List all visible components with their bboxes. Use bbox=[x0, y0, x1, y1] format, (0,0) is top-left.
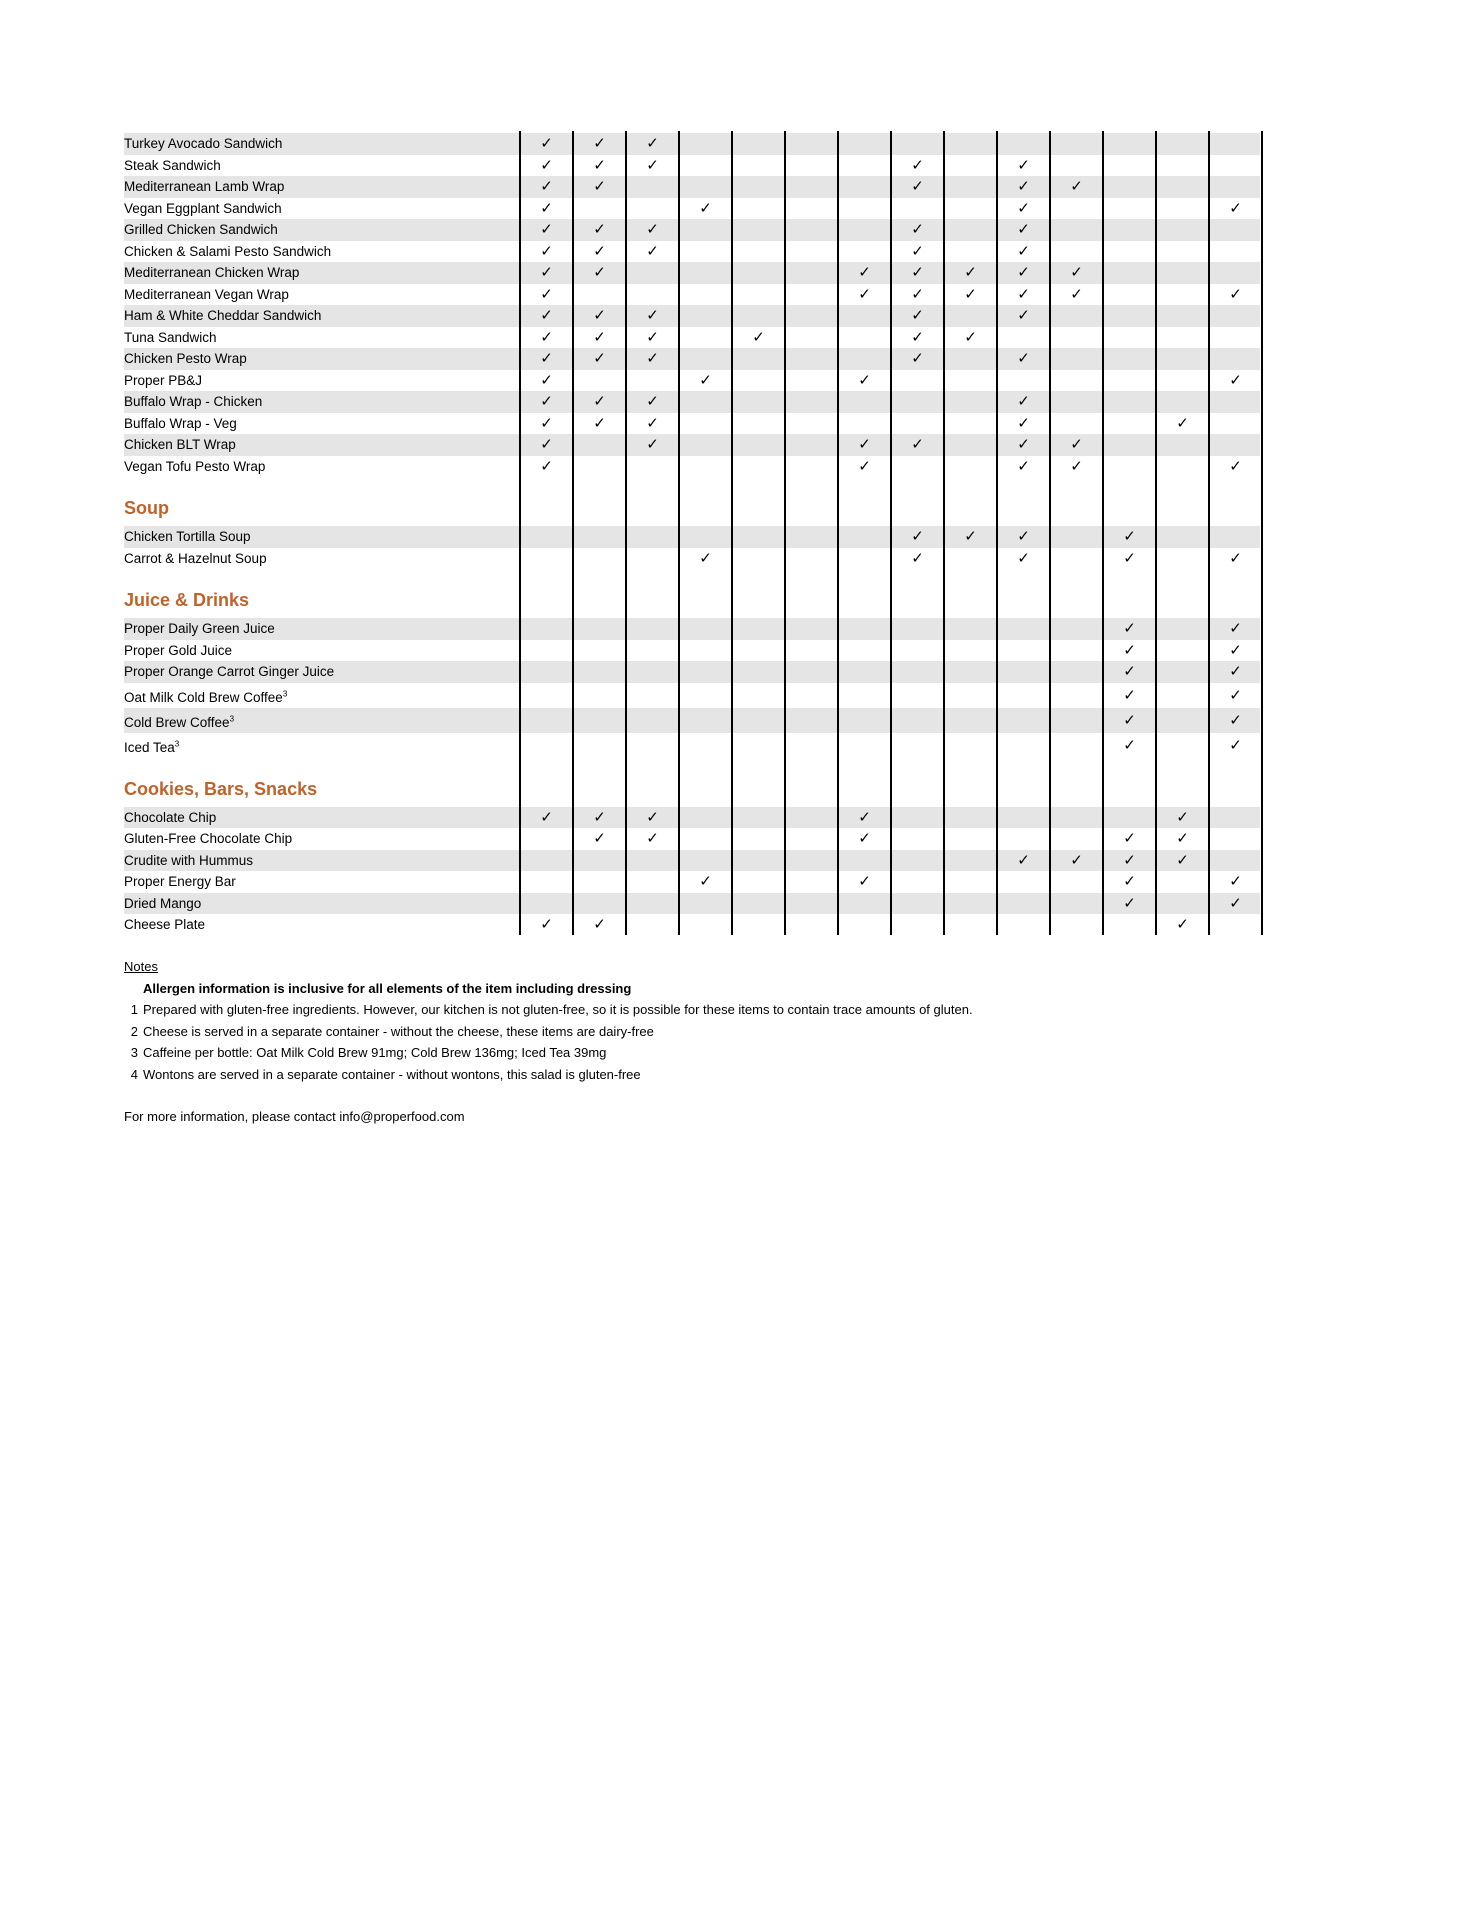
item-name: Turkey Avocado Sandwich bbox=[124, 136, 283, 151]
check-icon: ✓ bbox=[1123, 850, 1136, 869]
check-icon: ✓ bbox=[540, 349, 553, 368]
check-icon: ✓ bbox=[1017, 435, 1030, 454]
item-name: Mediterranean Chicken Wrap bbox=[124, 265, 300, 280]
check-icon: ✓ bbox=[1070, 284, 1083, 303]
table-row bbox=[124, 683, 1260, 708]
item-name: Chicken BLT Wrap bbox=[124, 437, 236, 452]
table-row bbox=[124, 893, 1260, 915]
check-icon: ✓ bbox=[1017, 263, 1030, 282]
check-icon: ✓ bbox=[964, 527, 977, 546]
check-icon: ✓ bbox=[1123, 527, 1136, 546]
check-icon: ✓ bbox=[752, 327, 765, 346]
table-row bbox=[124, 413, 1260, 435]
check-icon: ✓ bbox=[1070, 456, 1083, 475]
check-icon: ✓ bbox=[593, 220, 606, 239]
check-icon: ✓ bbox=[540, 198, 553, 217]
check-icon: ✓ bbox=[646, 241, 659, 260]
note-number: 2 bbox=[130, 1023, 138, 1039]
note-3 bbox=[124, 1042, 973, 1064]
check-icon: ✓ bbox=[1229, 640, 1242, 659]
notes-title: Notes bbox=[124, 959, 158, 974]
check-icon: ✓ bbox=[593, 392, 606, 411]
table-row bbox=[124, 434, 1260, 456]
check-icon: ✓ bbox=[1123, 640, 1136, 659]
check-icon: ✓ bbox=[1070, 850, 1083, 869]
table-row bbox=[124, 618, 1260, 640]
check-icon: ✓ bbox=[1176, 413, 1189, 432]
section-title: Cookies, Bars, Snacks bbox=[124, 778, 318, 799]
check-icon: ✓ bbox=[858, 807, 871, 826]
item-name: Oat Milk Cold Brew Coffee$^3$ bbox=[124, 689, 288, 705]
column-divider bbox=[1261, 131, 1263, 935]
check-icon: ✓ bbox=[540, 284, 553, 303]
check-icon: ✓ bbox=[1017, 392, 1030, 411]
table-row bbox=[124, 219, 1260, 241]
table-row bbox=[124, 640, 1260, 662]
check-icon: ✓ bbox=[858, 872, 871, 891]
check-icon: ✓ bbox=[911, 155, 924, 174]
check-icon: ✓ bbox=[1017, 349, 1030, 368]
check-icon: ✓ bbox=[540, 370, 553, 389]
check-icon: ✓ bbox=[593, 413, 606, 432]
check-icon: ✓ bbox=[1229, 548, 1242, 567]
check-icon: ✓ bbox=[699, 370, 712, 389]
check-icon: ✓ bbox=[1123, 662, 1136, 681]
check-icon: ✓ bbox=[858, 370, 871, 389]
check-icon: ✓ bbox=[1229, 198, 1242, 217]
check-icon: ✓ bbox=[593, 829, 606, 848]
table-row bbox=[124, 327, 1260, 349]
check-icon: ✓ bbox=[1017, 155, 1030, 174]
check-icon: ✓ bbox=[911, 241, 924, 260]
table-row bbox=[124, 133, 1260, 155]
section-title: Soup bbox=[124, 498, 169, 518]
check-icon: ✓ bbox=[593, 349, 606, 368]
table-row bbox=[124, 548, 1260, 570]
check-icon: ✓ bbox=[540, 177, 553, 196]
column-divider bbox=[678, 131, 680, 935]
check-icon: ✓ bbox=[1017, 241, 1030, 260]
check-icon: ✓ bbox=[593, 327, 606, 346]
check-icon: ✓ bbox=[1123, 619, 1136, 638]
item-name: Gluten-Free Chocolate Chip bbox=[124, 831, 293, 846]
check-icon: ✓ bbox=[1229, 662, 1242, 681]
note-4 bbox=[124, 1064, 973, 1086]
check-icon: ✓ bbox=[1176, 807, 1189, 826]
table-row bbox=[124, 807, 1260, 829]
column-divider bbox=[890, 131, 892, 935]
table-row bbox=[124, 198, 1260, 220]
check-icon: ✓ bbox=[1123, 685, 1136, 704]
check-icon: ✓ bbox=[1229, 893, 1242, 912]
item-name: Carrot & Hazelnut Soup bbox=[124, 550, 267, 566]
check-icon: ✓ bbox=[646, 349, 659, 368]
check-icon: ✓ bbox=[593, 807, 606, 826]
check-icon: ✓ bbox=[1123, 735, 1136, 754]
column-divider bbox=[996, 131, 998, 935]
check-icon: ✓ bbox=[1070, 435, 1083, 454]
check-icon: ✓ bbox=[1123, 710, 1136, 729]
check-icon: ✓ bbox=[1017, 177, 1030, 196]
note-2 bbox=[124, 1021, 973, 1043]
check-icon: ✓ bbox=[540, 435, 553, 454]
table-row bbox=[124, 155, 1260, 177]
check-icon: ✓ bbox=[646, 327, 659, 346]
check-icon: ✓ bbox=[1017, 284, 1030, 303]
note-1 bbox=[124, 999, 973, 1021]
check-icon: ✓ bbox=[1070, 177, 1083, 196]
note-number: 1 bbox=[130, 1002, 138, 1017]
check-icon: ✓ bbox=[1229, 284, 1242, 303]
item-name: Proper Energy Bar bbox=[124, 874, 236, 889]
footnote-marker: 3 bbox=[282, 689, 288, 698]
table-row bbox=[124, 526, 1260, 548]
table-row bbox=[124, 391, 1260, 413]
item-name: Proper Gold Juice bbox=[124, 642, 233, 658]
item-name: Buffalo Wrap - Veg bbox=[124, 415, 237, 431]
check-icon: ✓ bbox=[1229, 685, 1242, 704]
item-name: Proper Daily Green Juice bbox=[124, 621, 275, 636]
check-icon: ✓ bbox=[1229, 872, 1242, 891]
table-row bbox=[124, 456, 1260, 478]
check-icon: ✓ bbox=[540, 456, 553, 475]
table-row bbox=[124, 850, 1260, 872]
check-icon: ✓ bbox=[911, 263, 924, 282]
footnote-marker: 3 bbox=[174, 739, 180, 748]
check-icon: ✓ bbox=[911, 548, 924, 567]
check-icon: ✓ bbox=[540, 306, 553, 325]
table-row bbox=[124, 708, 1260, 733]
table-row bbox=[124, 370, 1260, 392]
check-icon: ✓ bbox=[1017, 548, 1030, 567]
contact-line: For more information, please contact info@properfood.com bbox=[124, 1109, 465, 1124]
check-icon: ✓ bbox=[858, 263, 871, 282]
item-name: Proper PB&J bbox=[124, 372, 203, 388]
table-row bbox=[124, 871, 1260, 893]
check-icon: ✓ bbox=[540, 241, 553, 260]
item-name: Dried Mango bbox=[124, 895, 202, 911]
check-icon: ✓ bbox=[1229, 370, 1242, 389]
item-name: Mediterranean Vegan Wrap bbox=[124, 286, 289, 302]
note-text: Wontons are served in a separate container - without wontons, this salad is gluten-free bbox=[143, 1066, 641, 1082]
note-number: 4 bbox=[130, 1066, 138, 1082]
column-divider bbox=[1208, 131, 1210, 935]
check-icon: ✓ bbox=[911, 327, 924, 346]
check-icon: ✓ bbox=[1229, 456, 1242, 475]
check-icon: ✓ bbox=[699, 198, 712, 217]
table-row bbox=[124, 176, 1260, 198]
check-icon: ✓ bbox=[540, 327, 553, 346]
item-name: Crudite with Hummus bbox=[124, 852, 254, 868]
check-icon: ✓ bbox=[646, 134, 659, 153]
check-icon: ✓ bbox=[593, 134, 606, 153]
column-divider bbox=[784, 131, 786, 935]
check-icon: ✓ bbox=[593, 241, 606, 260]
check-icon: ✓ bbox=[1017, 850, 1030, 869]
check-icon: ✓ bbox=[593, 915, 606, 934]
check-icon: ✓ bbox=[858, 456, 871, 475]
table-row bbox=[124, 828, 1260, 850]
item-name: Chicken Tortilla Soup bbox=[124, 529, 251, 544]
check-icon: ✓ bbox=[646, 829, 659, 848]
check-icon: ✓ bbox=[911, 527, 924, 546]
notes-intro: Allergen information is inclusive for all elements of the item including dressing bbox=[143, 980, 632, 996]
check-icon: ✓ bbox=[646, 392, 659, 411]
check-icon: ✓ bbox=[1123, 872, 1136, 891]
check-icon: ✓ bbox=[1017, 306, 1030, 325]
check-icon: ✓ bbox=[858, 435, 871, 454]
item-name: Steak Sandwich bbox=[124, 157, 221, 173]
column-divider bbox=[731, 131, 733, 935]
column-divider bbox=[519, 131, 521, 935]
footnote-marker: 3 bbox=[229, 714, 235, 723]
check-icon: ✓ bbox=[646, 306, 659, 325]
item-name: Mediterranean Lamb Wrap bbox=[124, 179, 285, 194]
check-icon: ✓ bbox=[646, 220, 659, 239]
item-name: Vegan Eggplant Sandwich bbox=[124, 200, 282, 216]
section-title: Juice & Drinks bbox=[124, 590, 250, 610]
column-divider bbox=[572, 131, 574, 935]
column-divider bbox=[837, 131, 839, 935]
check-icon: ✓ bbox=[593, 263, 606, 282]
note-number: 3 bbox=[130, 1045, 138, 1060]
check-icon: ✓ bbox=[911, 306, 924, 325]
table-row bbox=[124, 348, 1260, 370]
check-icon: ✓ bbox=[1017, 198, 1030, 217]
item-name: Buffalo Wrap - Chicken bbox=[124, 394, 263, 409]
check-icon: ✓ bbox=[1017, 413, 1030, 432]
column-divider bbox=[1155, 131, 1157, 935]
check-icon: ✓ bbox=[911, 220, 924, 239]
check-icon: ✓ bbox=[1017, 527, 1030, 546]
check-icon: ✓ bbox=[1017, 220, 1030, 239]
check-icon: ✓ bbox=[699, 548, 712, 567]
check-icon: ✓ bbox=[540, 413, 553, 432]
item-name: Iced Tea$^3$ bbox=[124, 739, 180, 755]
item-name: Ham & White Cheddar Sandwich bbox=[124, 308, 322, 323]
note-text: Caffeine per bottle: Oat Milk Cold Brew 91mg; Cold Brew 136mg; Iced Tea 39mg bbox=[143, 1045, 607, 1060]
table-row bbox=[124, 914, 1260, 936]
check-icon: ✓ bbox=[1123, 829, 1136, 848]
check-icon: ✓ bbox=[911, 435, 924, 454]
check-icon: ✓ bbox=[1070, 263, 1083, 282]
column-divider bbox=[1102, 131, 1104, 935]
check-icon: ✓ bbox=[593, 155, 606, 174]
item-name: Cheese Plate bbox=[124, 917, 206, 932]
check-icon: ✓ bbox=[1229, 735, 1242, 754]
notes-section bbox=[124, 956, 973, 1128]
item-name: Proper Orange Carrot Ginger Juice bbox=[124, 664, 335, 679]
check-icon: ✓ bbox=[964, 263, 977, 282]
check-icon: ✓ bbox=[1176, 829, 1189, 848]
check-icon: ✓ bbox=[858, 829, 871, 848]
check-icon: ✓ bbox=[540, 807, 553, 826]
check-icon: ✓ bbox=[540, 155, 553, 174]
check-icon: ✓ bbox=[646, 413, 659, 432]
item-name: Tuna Sandwich bbox=[124, 329, 217, 345]
item-name: Grilled Chicken Sandwich bbox=[124, 222, 278, 237]
check-icon: ✓ bbox=[540, 220, 553, 239]
check-icon: ✓ bbox=[964, 284, 977, 303]
check-icon: ✓ bbox=[540, 263, 553, 282]
note-text: Cheese is served in a separate container - without the cheese, these items are dairy-free bbox=[143, 1023, 654, 1039]
item-name: Vegan Tofu Pesto Wrap bbox=[124, 458, 266, 474]
check-icon: ✓ bbox=[1123, 548, 1136, 567]
check-icon: ✓ bbox=[540, 134, 553, 153]
table-row bbox=[124, 284, 1260, 306]
item-name: Cold Brew Coffee$^3$ bbox=[124, 714, 235, 730]
check-icon: ✓ bbox=[858, 284, 871, 303]
check-icon: ✓ bbox=[911, 284, 924, 303]
check-icon: ✓ bbox=[1123, 893, 1136, 912]
check-icon: ✓ bbox=[540, 915, 553, 934]
check-icon: ✓ bbox=[646, 807, 659, 826]
check-icon: ✓ bbox=[1017, 456, 1030, 475]
column-divider bbox=[625, 131, 627, 935]
item-name: Chicken Pesto Wrap bbox=[124, 351, 247, 366]
check-icon: ✓ bbox=[646, 435, 659, 454]
check-icon: ✓ bbox=[646, 155, 659, 174]
check-icon: ✓ bbox=[1229, 710, 1242, 729]
check-icon: ✓ bbox=[593, 306, 606, 325]
table-row bbox=[124, 733, 1260, 758]
item-name: Chocolate Chip bbox=[124, 809, 217, 825]
column-divider bbox=[943, 131, 945, 935]
check-icon: ✓ bbox=[964, 327, 977, 346]
note-text: Prepared with gluten-free ingredients. However, our kitchen is not gluten-free, so it is possible for these items to contain trace amounts of gluten. bbox=[143, 1002, 973, 1017]
check-icon: ✓ bbox=[593, 177, 606, 196]
check-icon: ✓ bbox=[540, 392, 553, 411]
column-divider bbox=[1049, 131, 1051, 935]
check-icon: ✓ bbox=[699, 872, 712, 891]
item-name: Chicken & Salami Pesto Sandwich bbox=[124, 243, 332, 259]
check-icon: ✓ bbox=[1176, 915, 1189, 934]
check-icon: ✓ bbox=[1176, 850, 1189, 869]
check-icon: ✓ bbox=[911, 349, 924, 368]
check-icon: ✓ bbox=[911, 177, 924, 196]
check-icon: ✓ bbox=[1229, 619, 1242, 638]
